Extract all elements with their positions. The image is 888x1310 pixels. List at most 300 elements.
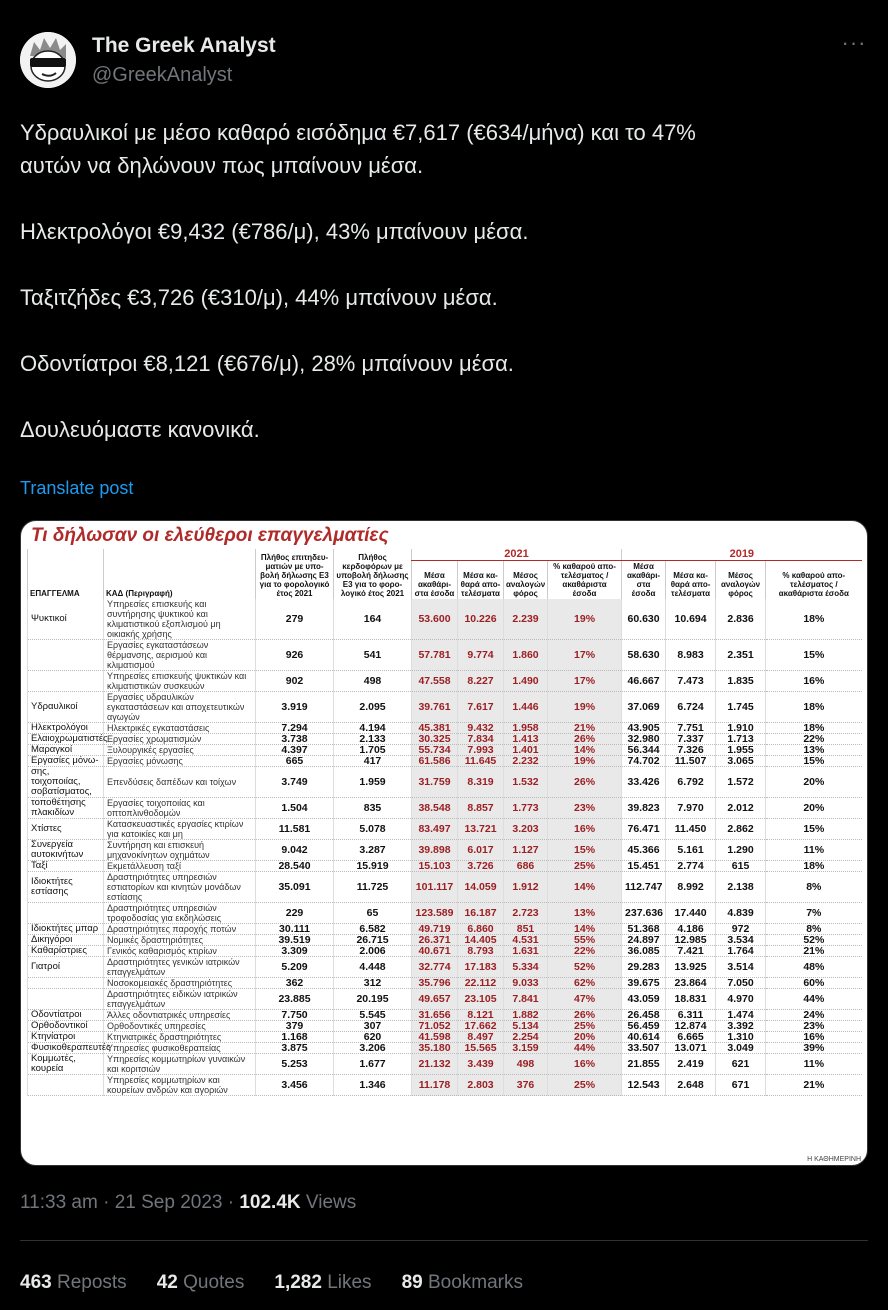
tweet-meta [20,1192,356,1214]
table-cell: Κατασκευαστικές εργασίες κτιρίων για κατοικίες και μη [104,819,256,840]
table-cell: Εργασίες εγκαταστάσεων θέρμανσης, αερισμού και κλιματισμού [104,640,256,671]
table-row [28,1032,862,1043]
table-cell: 4.839 [716,903,766,924]
table-cell: 5.253 [256,1054,334,1075]
table-cell: 3.203 [504,819,548,840]
table-cell: Υπηρεσίες φυσικοθεραπείας [104,1043,256,1054]
table-cell: 1.401 [504,745,548,756]
table-cell: 23.105 [458,989,504,1010]
table-cell: 2.774 [666,861,716,872]
table-cell: 6.860 [458,924,504,935]
stat-bookmarks[interactable] [402,1272,523,1294]
table-cell: 8% [766,924,862,935]
views-count: 102.4K [239,1192,301,1213]
table-cell: 43.905 [622,723,666,734]
table-cell: Υπηρεσίες κομμωτηρίων και κουρείων ανδρών και αγοριών [104,1075,256,1096]
table-cell: 307 [334,1021,412,1032]
table-cell: 2.012 [716,798,766,819]
table-cell: 376 [504,1075,548,1096]
table-body [28,599,862,1096]
table-cell: 14.059 [458,872,504,903]
table-cell: 7.326 [666,745,716,756]
table-cell: Οδοντίατροι [28,1010,104,1021]
table-cell: 4.397 [256,745,334,756]
stat-count: 42 [156,1272,178,1293]
table-cell: Καθαρίστριες [28,946,104,957]
table-cell: 11.581 [256,819,334,840]
table-cell: 21% [766,946,862,957]
table-cell: 7% [766,903,862,924]
table-cell: 26% [548,767,622,798]
table-cell: 2.803 [458,1075,504,1096]
table-cell [28,903,104,924]
table-cell: 279 [256,599,334,640]
table-cell: 14% [548,745,622,756]
table-cell: 39.519 [256,935,334,946]
table-cell: 18% [766,599,862,640]
table-cell: 21% [548,723,622,734]
table-cell: 1.413 [504,734,548,745]
table-cell: 3.534 [716,935,766,946]
tweet-date[interactable]: 21 Sep 2023 [114,1192,223,1213]
tweet-time[interactable]: 11:33 am [20,1192,98,1213]
table-cell: 24% [766,1010,862,1021]
table-cell: 6.665 [666,1032,716,1043]
table-cell: 1.532 [504,767,548,798]
table-cell: 1.572 [716,767,766,798]
table-cell: 1.127 [504,840,548,861]
table-cell: 19% [548,692,622,723]
table-cell: 2.723 [504,903,548,924]
table-cell: 5.134 [504,1021,548,1032]
table-row [28,599,862,640]
table-cell: 40.614 [622,1032,666,1043]
table-cell: 55.734 [412,745,458,756]
table-cell: Νοσοκομειακές δραστηριότητες [104,978,256,989]
table-cell: Άλλες οδοντιατρικές υπηρεσίες [104,1010,256,1021]
table-cell: 8.992 [666,872,716,903]
table-cell: Ξυλουργικές εργασίες [104,745,256,756]
table-cell: 13.721 [458,819,504,840]
table-cell: Υπηρεσίες κομμωτηρίων γυναικών και κοριτσιών [104,1054,256,1075]
avatar[interactable] [20,32,76,88]
table-cell: Υδραυλικοί [28,692,104,723]
table-cell: 4.186 [666,924,716,935]
table-cell: 45.381 [412,723,458,734]
table-cell: 21% [766,1075,862,1096]
table-row [28,734,862,745]
stat-likes[interactable] [274,1272,371,1294]
table-cell: 31.759 [412,767,458,798]
header-year-2021: 2021 [412,549,622,561]
table-cell: 65 [334,903,412,924]
header-avg-net: Μέσα κα-θαρά απο-τελέσματα [666,561,716,600]
table-cell: 1.773 [504,798,548,819]
table-cell: 902 [256,671,334,692]
table-cell: 1.958 [504,723,548,734]
table-cell: 30.325 [412,734,458,745]
table-cell: 2.836 [716,599,766,640]
table-cell: Ιδιοκτήτες μπαρ [28,924,104,935]
table-cell: 14.405 [458,935,504,946]
table-cell: 52% [548,957,622,978]
stat-count: 1,282 [274,1272,322,1293]
table-cell: 25% [548,861,622,872]
table-cell: 39.898 [412,840,458,861]
table-cell: 23.885 [256,989,334,1010]
table-cell: 665 [256,756,334,767]
table-cell: 7.841 [504,989,548,1010]
table-cell: 25% [548,1021,622,1032]
table-cell: 15% [766,640,862,671]
table-cell: 3.065 [716,756,766,767]
table-cell: Κτηνιατρικές δραστηριότητες [104,1032,256,1043]
table-cell: 3.287 [334,840,412,861]
table-cell: 16% [548,1054,622,1075]
table-cell: 7.750 [256,1010,334,1021]
table-cell: 15% [548,840,622,861]
table-cell: 1.290 [716,840,766,861]
table-cell: 52% [766,935,862,946]
header-avg-tax: Μέσος αναλογών φόρος [504,561,548,600]
table-cell: 40.671 [412,946,458,957]
table-cell: 53.600 [412,599,458,640]
table-cell: 3.159 [504,1043,548,1054]
header-avg-gross: Μέσα ακαθάρι-στα έσοδα [622,561,666,600]
table-cell: Ορθοδοντικοί [28,1021,104,1032]
table-cell: 8% [766,872,862,903]
table-cell: 74.702 [622,756,666,767]
table-cell: Υπηρεσίες επισκευής ψυκτικών και κλιματιστικών συσκευών [104,671,256,692]
table-cell: 8.857 [458,798,504,819]
table-cell: 2.239 [504,599,548,640]
tweet-header [20,28,868,92]
table-cell: 4.531 [504,935,548,946]
table-cell: 926 [256,640,334,671]
table-row [28,903,862,924]
table-cell: 1.912 [504,872,548,903]
table-cell: 362 [256,978,334,989]
table-cell: 229 [256,903,334,924]
table-cell: 7.993 [458,745,504,756]
table-cell: 1.705 [334,745,412,756]
stat-label: Likes [327,1272,372,1293]
header-profitable: Πλήθος κερδοφόρων με υποβολή δήλωσης Ε3 για το φορο-λογικό έτος 2021 [334,549,412,599]
table-cell: Ορθοδοντικές υπηρεσίες [104,1021,256,1032]
table-cell: Δικηγόροι [28,935,104,946]
table-cell: 61.586 [412,756,458,767]
table-cell: 35.091 [256,872,334,903]
table-cell: 3.738 [256,734,334,745]
tweet-line [20,314,868,347]
table-cell: 3.392 [716,1021,766,1032]
table-cell: 49.657 [412,989,458,1010]
table-cell: 39.823 [622,798,666,819]
header-pct: % καθαρού απο-τελέσματος / ακαθάριστα έσοδα [766,561,862,600]
table-cell: 29.283 [622,957,666,978]
tweet-line [20,248,868,281]
table-cell: 1.955 [716,745,766,756]
table-cell: 17.440 [666,903,716,924]
table-cell: 11.725 [334,872,412,903]
table-cell: 26.715 [334,935,412,946]
table-cell: σης, τοιχοποιίας, σοβατίσματος, [28,767,104,798]
table-cell: 7.751 [666,723,716,734]
table-cell: Συντήρηση και επισκευή μηχανοκίνητων οχημάτων [104,840,256,861]
table-cell: 20% [766,798,862,819]
stat-label: Bookmarks [427,1272,524,1293]
table-cell: 4.194 [334,723,412,734]
table-cell: 3.049 [716,1043,766,1054]
table-cell: 26.371 [412,935,458,946]
table-cell: 48% [766,957,862,978]
table-cell: 2.648 [666,1075,716,1096]
table-cell: 15.103 [412,861,458,872]
table-cell: 12.874 [666,1021,716,1032]
translate-post-link[interactable]: Translate post [20,478,134,498]
table-cell: 5.078 [334,819,412,840]
table-cell: Δραστηριότητες γενικών ιατρικών επαγγελμάτων [104,957,256,978]
table-cell: 3.726 [458,861,504,872]
table-cell: Εργασίες υδραυλικών εγκαταστάσεων και αποχετευτικών αγωγών [104,692,256,723]
stat-count: 463 [20,1272,52,1293]
table-cell: 3.309 [256,946,334,957]
table-cell: 15.919 [334,861,412,872]
table-cell: 23% [548,798,622,819]
table-cell: 615 [716,861,766,872]
table-cell: 9.774 [458,640,504,671]
table-cell: 37.069 [622,692,666,723]
table-cell: Νομικές δραστηριότητες [104,935,256,946]
table-cell: 11.645 [458,756,504,767]
table-cell: 7.337 [666,734,716,745]
table-cell: Κομμωτές, κουρεία [28,1054,104,1075]
table-cell: 15% [766,756,862,767]
table-cell: 1.490 [504,671,548,692]
engagement-stats [20,1272,523,1294]
table-cell: 13.071 [666,1043,716,1054]
table-cell: 2.254 [504,1032,548,1043]
table-cell: 112.747 [622,872,666,903]
table-cell: 21.855 [622,1054,666,1075]
table-cell: 9.042 [256,840,334,861]
table-cell: 19% [548,756,622,767]
stat-quotes[interactable] [157,1272,245,1294]
tweet-text [20,116,868,446]
table-cell: 3.439 [458,1054,504,1075]
table-cell: 2.133 [334,734,412,745]
table-cell: Ψυκτικοί [28,599,104,640]
table-cell: 22% [548,946,622,957]
table-cell: 38.548 [412,798,458,819]
table-cell: 851 [504,924,548,935]
table-cell: 26% [548,1010,622,1021]
table-cell: 2.232 [504,756,548,767]
table-cell: 16.187 [458,903,504,924]
table-cell: 123.589 [412,903,458,924]
table-cell: 10.226 [458,599,504,640]
header-kad: ΚΑΔ (Περιγραφή) [104,549,256,599]
table-cell: 57.781 [412,640,458,671]
tweet-media-image[interactable] [20,520,868,1166]
table-cell: 23.864 [666,978,716,989]
table-cell: 1.504 [256,798,334,819]
table-row [28,935,862,946]
stat-count: 89 [401,1272,423,1293]
table-cell: 20.195 [334,989,412,1010]
table-cell: 31.656 [412,1010,458,1021]
table-cell: 36.085 [622,946,666,957]
table-cell: Εκμετάλλευση ταξί [104,861,256,872]
table-cell: 1.631 [504,946,548,957]
table-cell: 32.980 [622,734,666,745]
table-cell: Δραστηριότητες υπηρεσιών τροφοδοσίας για εκδηλώσεις [104,903,256,924]
table-cell: 1.446 [504,692,548,723]
table-cell: Ηλεκτρικές εγκαταστάσεις [104,723,256,734]
table-cell: 28.540 [256,861,334,872]
table-cell: 17% [548,640,622,671]
table-cell: 20% [548,1032,622,1043]
table-cell: 39% [766,1043,862,1054]
table-cell: 43.059 [622,989,666,1010]
table-cell: 30.111 [256,924,334,935]
table-cell: 7.617 [458,692,504,723]
table-cell: 39.675 [622,978,666,989]
table-cell: 3.456 [256,1075,334,1096]
header-avg-tax: Μέσος αναλογών φόρος [716,561,766,600]
table-cell: 541 [334,640,412,671]
table-row [28,819,862,840]
table-cell: 13% [548,903,622,924]
table-cell: 18% [766,723,862,734]
tweet-line: Δουλευόμαστε κανονικά. [20,417,260,442]
author-name[interactable]: The Greek Analyst [92,34,276,57]
table-cell: Ηλεκτρολόγοι [28,723,104,734]
table-cell: 1.835 [716,671,766,692]
table-cell: 6.311 [666,1010,716,1021]
tweet-line: Ηλεκτρολόγοι €9,432 (€786/μ), 43% μπαίνουν μέσα. [20,219,529,244]
table-cell: 7.421 [666,946,716,957]
table-row [28,957,862,978]
table-cell: 686 [504,861,548,872]
table-cell: 49.719 [412,924,458,935]
table-cell: 56.459 [622,1021,666,1032]
header-avg-net: Μέσα κα-θαρά απο-τελέσματα [458,561,504,600]
table-cell: 55% [548,935,622,946]
table-cell: 47.558 [412,671,458,692]
table-cell: 22.112 [458,978,504,989]
table-cell: 16% [766,1032,862,1043]
table-row [28,978,862,989]
table-row [28,723,862,734]
table-row [28,640,862,671]
table-cell: 44% [548,1043,622,1054]
header-profession: ΕΠΑΓΓΕΛΜΑ [28,549,104,599]
table-cell: Κτηνίατροι [28,1032,104,1043]
table-cell: 6.582 [334,924,412,935]
table-cell: 13.925 [666,957,716,978]
table-cell: 237.636 [622,903,666,924]
table-cell: 7.970 [666,798,716,819]
table-cell: 51.368 [622,924,666,935]
table-cell: Ελαιοχρωματιστές [28,734,104,745]
table-cell: 47% [548,989,622,1010]
views-label: Views [305,1192,357,1213]
table-cell: 164 [334,599,412,640]
table-cell: 5.209 [256,957,334,978]
table-cell: 379 [256,1021,334,1032]
stat-reposts[interactable] [20,1272,127,1294]
table-cell: 2.351 [716,640,766,671]
table-cell: 41.598 [412,1032,458,1043]
table-cell: Εργασίες χρωματισμών [104,734,256,745]
table-cell: 20% [766,767,862,798]
media-credit: Η ΚΑΘΗΜΕΡΙΝΗ [807,1156,861,1163]
table-row [28,767,862,798]
table-cell: Γενικός καθαρισμός κτιρίων [104,946,256,957]
table-cell: 2.006 [334,946,412,957]
avatar-cartoon-icon [20,32,76,88]
table-row [28,924,862,935]
table-cell: 11.450 [666,819,716,840]
table-cell: 8.793 [458,946,504,957]
table-cell: 3.514 [716,957,766,978]
table-cell: 3.919 [256,692,334,723]
tweet-line: Ταξιτζήδες €3,726 (€310/μ), 44% μπαίνουν μέσα. [20,285,498,310]
table-cell: 8.319 [458,767,504,798]
meta-separator: · [103,1192,115,1213]
table-cell: 101.117 [412,872,458,903]
table-cell: 16% [548,819,622,840]
table-cell: Εργασίες τοιχοποιίας και οπτοπλινθοδομών [104,798,256,819]
table-cell: 22% [766,734,862,745]
more-options-icon[interactable]: ··· [841,30,867,55]
table-cell: 18.831 [666,989,716,1010]
table-cell: 71.052 [412,1021,458,1032]
income-table [27,549,862,1096]
table-cell: 7.294 [256,723,334,734]
table-cell: 11.507 [666,756,716,767]
table-row [28,989,862,1010]
table-cell: 76.471 [622,819,666,840]
table-cell: 12.543 [622,1075,666,1096]
table-cell: 17.662 [458,1021,504,1032]
table-cell: Εργασίες μόνωσης [104,756,256,767]
table-cell: 33.426 [622,767,666,798]
table-cell: 2.095 [334,692,412,723]
table-cell: 1.745 [716,692,766,723]
table-cell: Δραστηριότητες υπηρεσιών εστιατορίων και κινητών μονάδων εστίασης [104,872,256,903]
table-cell: Δραστηριότητες ειδικών ιατρικών επαγγελμάτων [104,989,256,1010]
table-cell: 4.970 [716,989,766,1010]
table-cell: 24.897 [622,935,666,946]
table-cell: 19% [548,599,622,640]
table-cell: 7.834 [458,734,504,745]
table-cell: 8.121 [458,1010,504,1021]
table-row [28,840,862,861]
table-cell [28,989,104,1010]
table-cell: 12.985 [666,935,716,946]
table-cell: 8.227 [458,671,504,692]
table-cell [28,978,104,989]
table-cell: 2.419 [666,1054,716,1075]
table-cell: 13% [766,745,862,756]
table-cell: 17% [548,671,622,692]
table-cell: 10.694 [666,599,716,640]
tweet-line: Οδοντίατροι €8,121 (€676/μ), 28% μπαίνουν μέσα. [20,351,514,376]
table-row [28,872,862,903]
author-handle[interactable]: @GreekAnalyst [92,64,233,86]
